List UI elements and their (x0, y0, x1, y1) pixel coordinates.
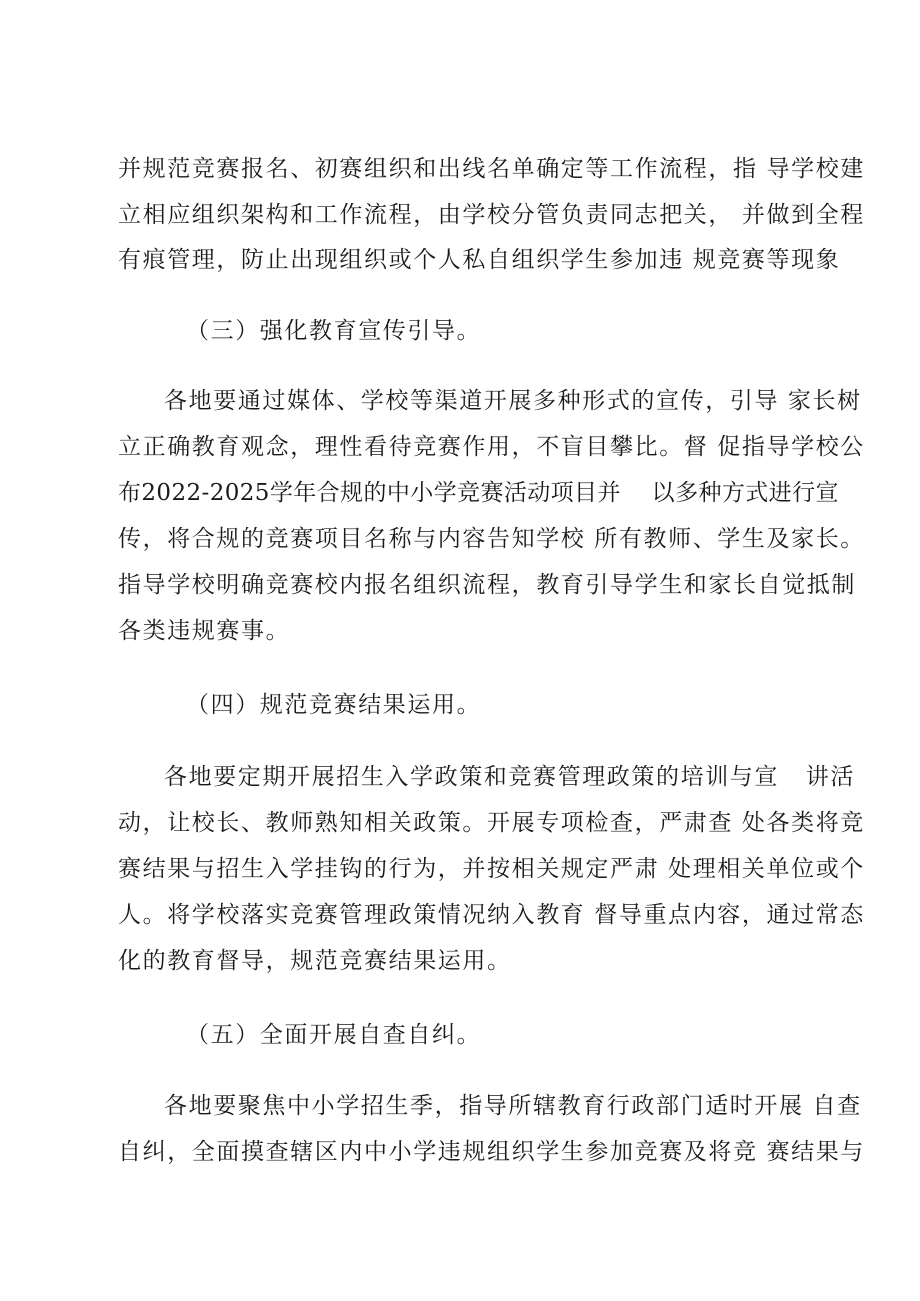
paragraph-line: 有痕管理，防止出现组织或个人私自组织学生参加违 规竞赛等现象 (118, 247, 841, 273)
paragraph-line: 各地要聚焦中小学招生季，指导所辖教育行政部门适时开展 自查 (164, 1093, 862, 1119)
paragraph-line: 人。将学校落实竞赛管理政策情况纳入教育 督导重点内容，通过常态 (118, 902, 865, 928)
paragraph-line: 自纠，全面摸查辖区内中小学违规组织学生参加竞赛及将竞 赛结果与 (118, 1139, 865, 1165)
paragraph-line: 赛结果与招生入学挂钩的行为，并按相关规定严肃 处理相关单位或个 (118, 856, 865, 882)
paragraph-line: 各地要定期开展招生入学政策和竞赛管理政策的培训与宣 讲活 (164, 764, 855, 790)
paragraph-line: 动，让校长、教师熟知相关政策。开展专项检查，严肃查 处各类将竞 (118, 810, 865, 836)
paragraph-line: 传，将合规的竞赛项目名称与内容告知学校 所有教师、学生及家长。 (118, 526, 865, 552)
paragraph-line: 并规范竞赛报名、初赛组织和出线名单确定等工作流程，指 导学校建 (118, 156, 865, 182)
paragraph-line: 立相应组织架构和工作流程，由学校分管负责同志把关， 并做到全程 (118, 202, 865, 228)
paragraph-line: 布2022-2025学年合规的中小学竞赛活动项目并 以多种方式进行宣 (118, 480, 839, 506)
paragraph-line: 指导学校明确竞赛校内报名组织流程，教育引导学生和家长自觉抵制 (118, 572, 856, 598)
section-heading: （五）全面开展自查自纠。 (186, 1022, 482, 1048)
section-heading: （四）规范竞赛结果运用。 (186, 692, 482, 718)
paragraph-line: 各类违规赛事。 (118, 618, 291, 644)
paragraph-line: 化的教育督导，规范竞赛结果运用。 (118, 948, 512, 974)
section-heading: （三）强化教育宣传引导。 (186, 318, 482, 344)
paragraph-line: 各地要通过媒体、学校等渠道开展多种形式的宣传，引导 家长树 (164, 388, 862, 414)
paragraph-line: 立正确教育观念，理性看待竞赛作用，不盲目攀比。督 促指导学校公 (118, 434, 865, 460)
